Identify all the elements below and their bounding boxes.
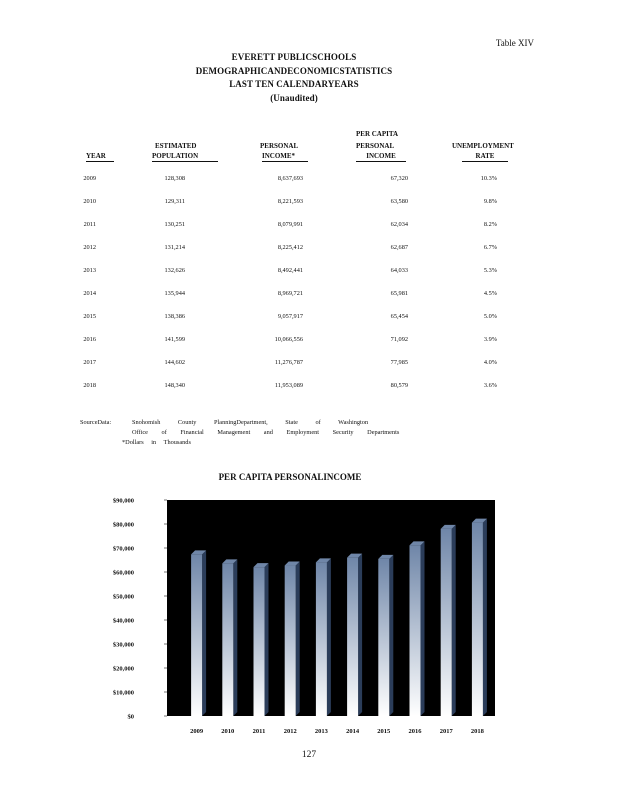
title-line-2: DEMOGRAPHICANDECONOMICSTATISTICS — [195, 66, 393, 76]
cell-year: 2010 — [83, 198, 96, 205]
cell-population: 135,944 — [164, 290, 185, 297]
bar-side — [296, 562, 300, 716]
x-tick-label: 2018 — [470, 728, 484, 735]
bar-side — [327, 558, 331, 716]
bar-side — [233, 559, 237, 716]
header-population-line-2: POPULATION — [152, 152, 218, 162]
bar — [222, 563, 233, 716]
cell-population: 129,311 — [164, 198, 185, 205]
bar — [441, 529, 452, 716]
header-unemployment-line-1: UNEMPLOYMENT — [452, 142, 514, 150]
cell-population: 128,308 — [164, 175, 185, 182]
cell-year: 2013 — [83, 267, 96, 274]
cell-income: 8,079,991 — [277, 221, 303, 228]
cell-income: 11,276,787 — [274, 359, 303, 366]
cell-income: 8,637,693 — [277, 175, 303, 182]
cell-income: 8,221,593 — [277, 198, 303, 205]
title-line-4: (Unaudited) — [270, 93, 318, 103]
bar-side — [452, 525, 456, 716]
cell-rate: 5.0% — [483, 313, 497, 320]
x-tick-label: 2013 — [314, 728, 328, 735]
cell-population: 144,602 — [164, 359, 185, 366]
y-tick-label: $60,000 — [112, 569, 134, 577]
cell-pci: 80,579 — [390, 382, 408, 389]
cell-income: 8,969,721 — [277, 290, 303, 297]
cell-year: 2009 — [83, 175, 96, 182]
cell-rate: 5.3% — [483, 267, 497, 274]
header-unemployment-line-2: RATE — [462, 152, 508, 162]
y-tick-label: $30,000 — [112, 641, 134, 649]
per-capita-income-chart — [100, 490, 500, 740]
header-pci-line-3: INCOME — [356, 152, 406, 162]
y-tick-label: $10,000 — [112, 689, 134, 697]
cell-rate: 10.3% — [480, 175, 497, 182]
cell-population: 131,214 — [164, 244, 185, 251]
y-tick-label: $80,000 — [112, 521, 134, 529]
cell-year: 2014 — [83, 290, 96, 297]
x-tick-label: 2009 — [190, 728, 204, 735]
bar — [472, 523, 483, 716]
cell-population: 130,251 — [164, 221, 185, 228]
x-tick-label: 2011 — [252, 728, 266, 735]
cell-income: 9,057,917 — [277, 313, 303, 320]
cell-income: 8,225,412 — [277, 244, 303, 251]
cell-year: 2018 — [83, 382, 96, 389]
cell-rate: 4.5% — [483, 290, 497, 297]
bar-side — [202, 550, 206, 716]
bar-side — [421, 541, 425, 716]
cell-year: 2016 — [83, 336, 96, 343]
cell-pci: 62,034 — [390, 221, 408, 228]
bar-side — [265, 563, 269, 716]
cell-pci: 71,092 — [390, 336, 408, 343]
source-line-2: Office of Financial Management and Employment Security Departments — [132, 429, 400, 436]
cell-income: 11,953,089 — [274, 382, 303, 389]
bar — [254, 567, 265, 716]
cell-pci: 65,454 — [390, 313, 408, 320]
y-tick-label: $70,000 — [112, 545, 134, 553]
x-tick-label: 2017 — [439, 728, 453, 735]
cell-rate: 4.0% — [483, 359, 497, 366]
x-tick-label: 2016 — [408, 728, 422, 735]
page-number: 127 — [301, 750, 317, 760]
bar — [285, 566, 296, 716]
cell-rate: 3.9% — [483, 336, 497, 343]
y-tick-label: $0 — [127, 713, 134, 721]
cell-population: 132,626 — [164, 267, 185, 274]
x-tick-label: 2014 — [346, 728, 360, 735]
cell-rate: 3.6% — [483, 382, 497, 389]
y-tick-label: $20,000 — [112, 665, 134, 673]
source-line-3: *Dollars in Thousands — [122, 439, 191, 446]
bar — [410, 545, 421, 716]
cell-year: 2012 — [83, 244, 96, 251]
bar-side — [358, 554, 362, 716]
table-label: Table XIV — [495, 38, 534, 48]
cell-pci: 63,580 — [390, 198, 408, 205]
header-pci-line-2: PERSONAL — [356, 142, 395, 150]
cell-year: 2017 — [83, 359, 96, 366]
y-tick-label: $50,000 — [112, 593, 134, 601]
y-tick-label: $90,000 — [112, 497, 134, 505]
header-income-line-2: INCOME* — [262, 152, 308, 162]
cell-population: 148,340 — [164, 382, 185, 389]
title-line-3: LAST TEN CALENDARYEARS — [229, 79, 359, 89]
header-year: YEAR — [86, 152, 114, 162]
x-tick-label: 2010 — [221, 728, 235, 735]
chart-title: PER CAPITA PERSONALINCOME — [218, 472, 362, 482]
cell-pci: 62,687 — [390, 244, 408, 251]
x-tick-label: 2015 — [377, 728, 391, 735]
cell-population: 141,599 — [164, 336, 185, 343]
bar — [191, 554, 202, 716]
bar — [378, 559, 389, 716]
cell-population: 138,386 — [164, 313, 185, 320]
source-label: SourceData: — [80, 419, 112, 426]
title-line-1: EVERETT PUBLICSCHOOLS — [231, 52, 357, 62]
header-income-line-1: PERSONAL — [260, 142, 299, 150]
cell-pci: 64,033 — [390, 267, 408, 274]
y-tick-label: $40,000 — [112, 617, 134, 625]
cell-year: 2015 — [83, 313, 96, 320]
cell-pci: 77,985 — [390, 359, 408, 366]
cell-rate: 6.7% — [483, 244, 497, 251]
bar — [347, 558, 358, 716]
bar-side — [483, 519, 487, 716]
x-tick-label: 2012 — [283, 728, 297, 735]
cell-pci: 67,320 — [390, 175, 408, 182]
bar — [316, 562, 327, 716]
header-population-line-1: ESTIMATED — [155, 142, 197, 150]
source-line-1: Snohomish County PlanningDepartment, State of Washington — [132, 419, 369, 426]
cell-rate: 8.2% — [483, 221, 497, 228]
cell-year: 2011 — [83, 221, 96, 228]
cell-pci: 65,981 — [390, 290, 408, 297]
cell-rate: 9.8% — [483, 198, 497, 205]
cell-income: 10,066,556 — [274, 336, 303, 343]
cell-income: 8,492,441 — [277, 267, 303, 274]
header-pci-line-1: PER CAPITA — [356, 130, 399, 138]
bar-side — [389, 555, 393, 716]
